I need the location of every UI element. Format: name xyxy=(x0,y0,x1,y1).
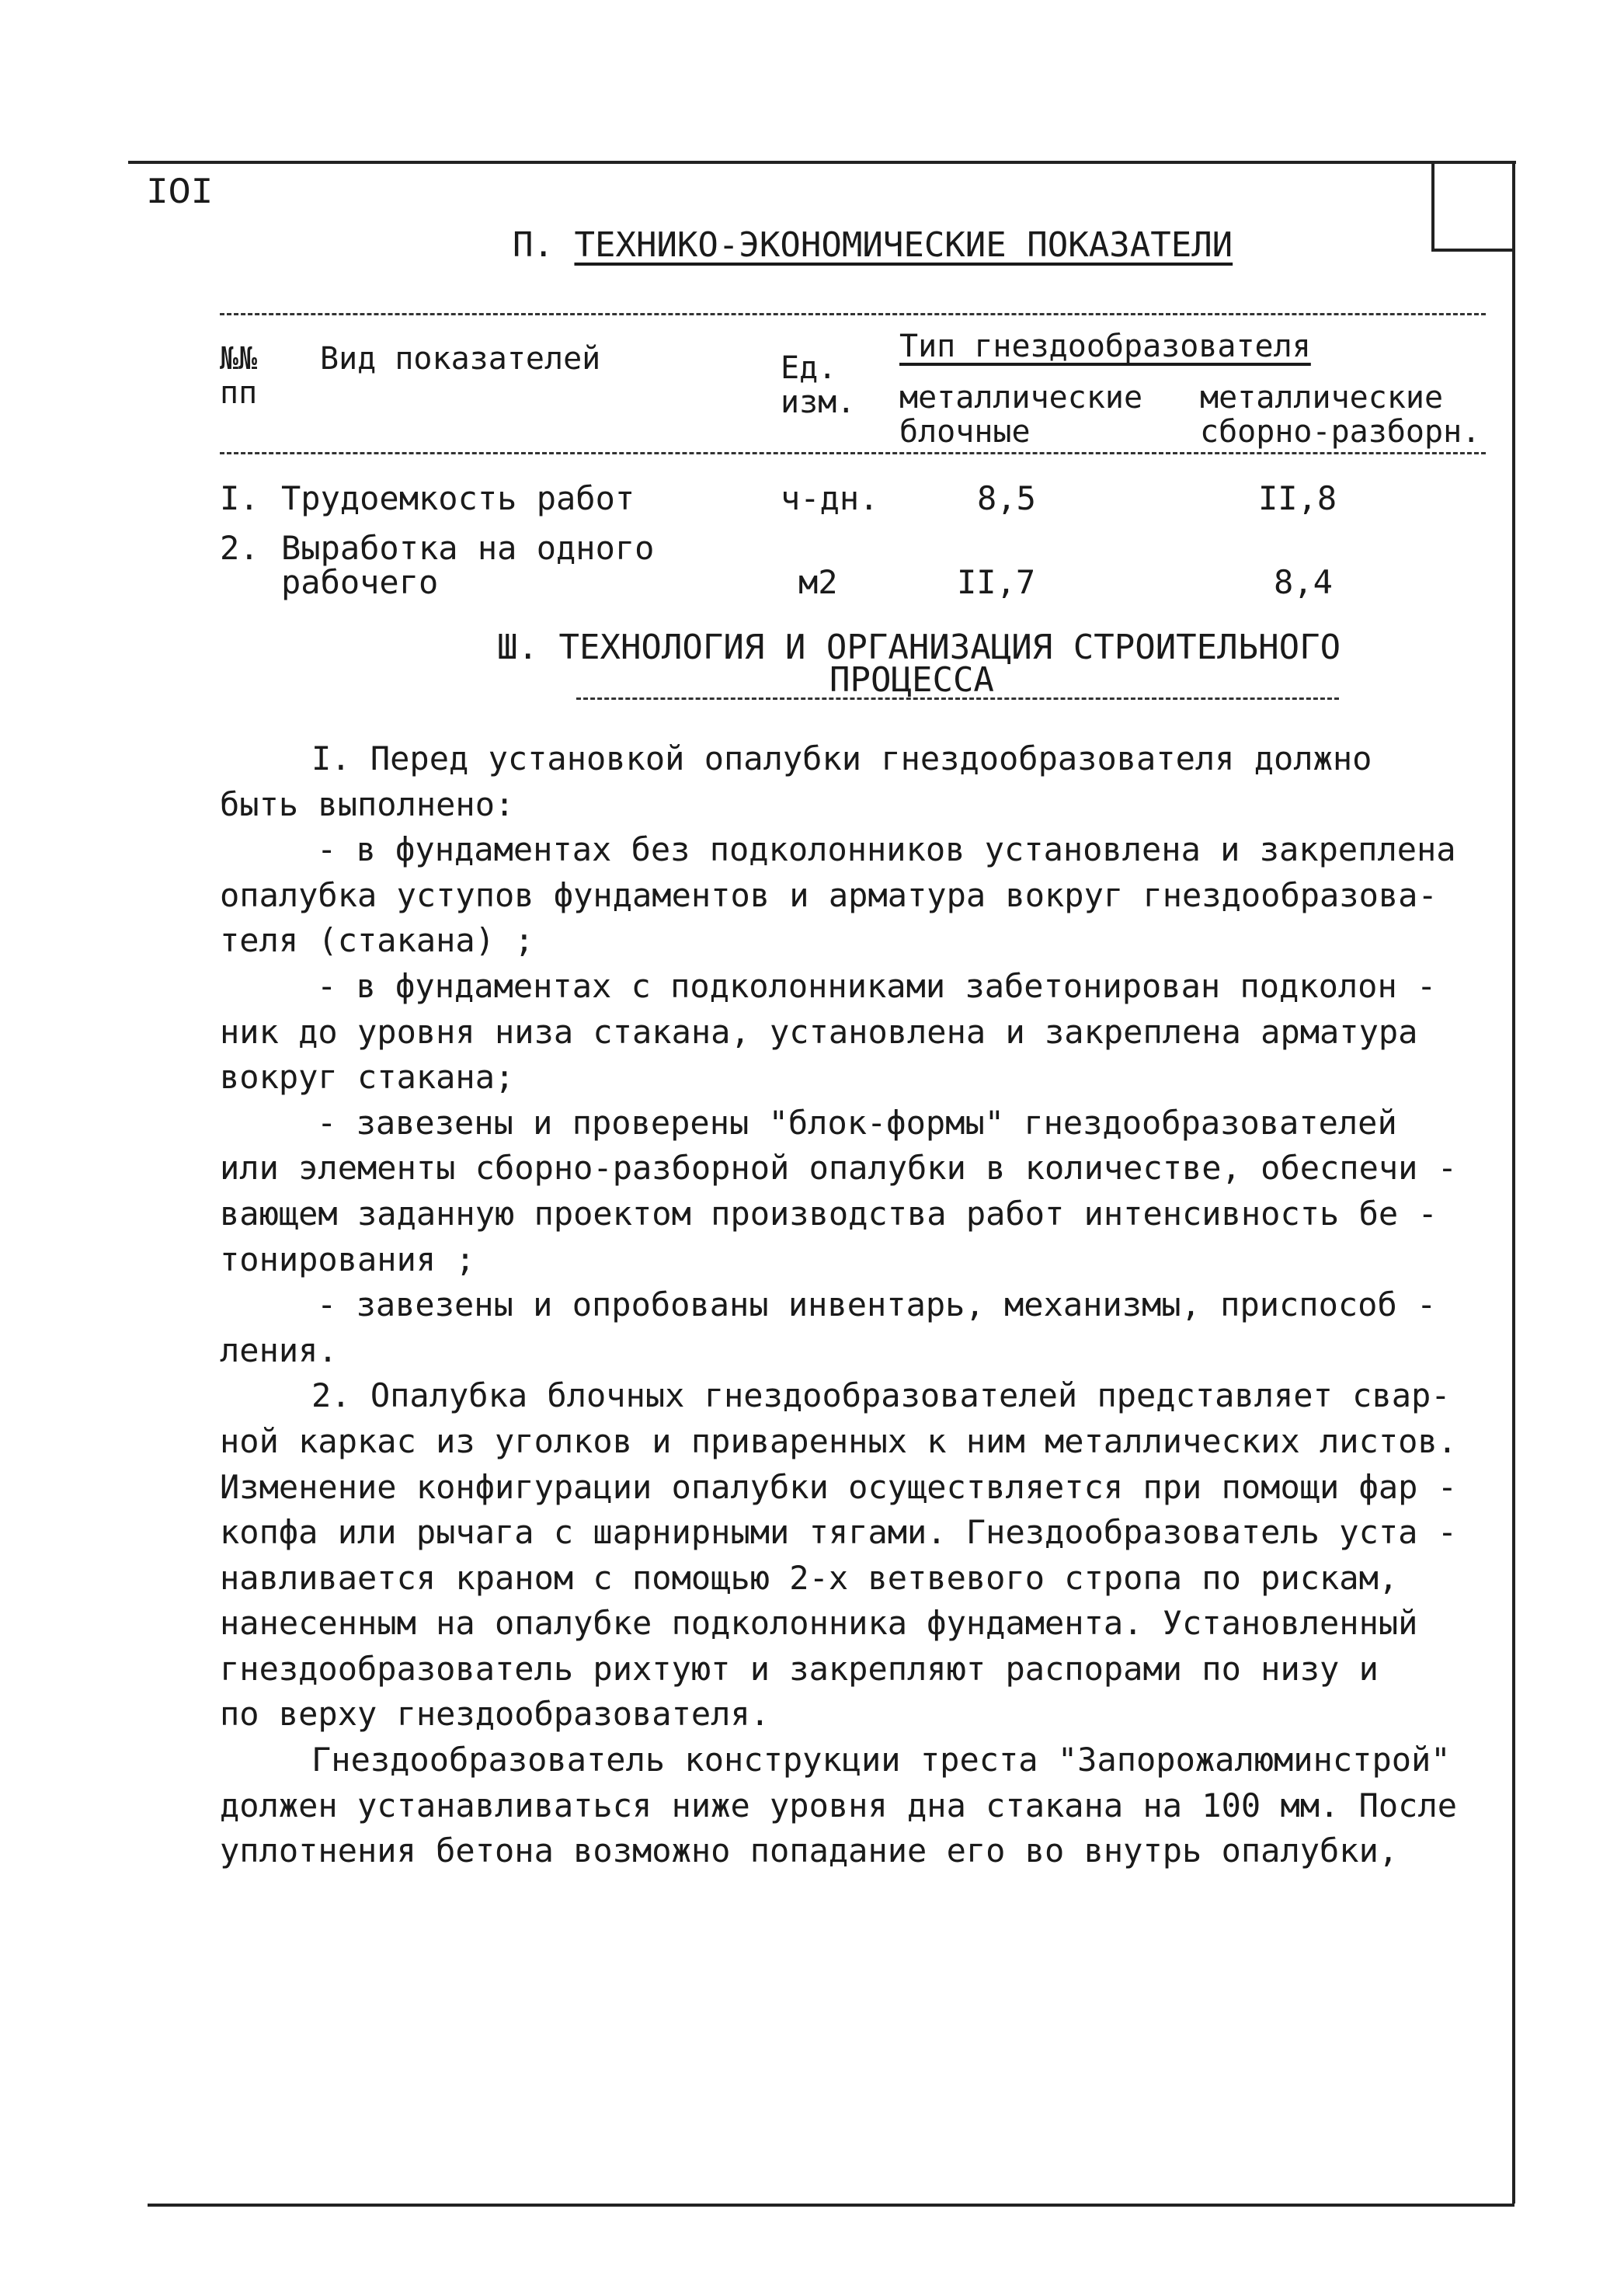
row-1-value-1: 8,5 xyxy=(977,479,1036,517)
row-1-unit: ч-дн. xyxy=(781,479,879,517)
row-2-unit: м2 xyxy=(798,563,838,601)
header-indicator: Вид показателей xyxy=(320,341,601,377)
body-line: ной каркас из уголков и приваренных к ним металлических листов. xyxy=(220,1421,1458,1460)
row-1-value-2: II,8 xyxy=(1258,479,1337,517)
body-line: ник до уровня низа стакана, установлена и закреплена арматура xyxy=(220,1012,1418,1051)
section-2-heading: ТЕХНИКО-ЭКОНОМИЧЕСКИЕ ПОКАЗАТЕЛИ xyxy=(574,225,1233,265)
body-line: по верху гнездообразователя. xyxy=(220,1695,770,1734)
row-1-name: Трудоемкость работ xyxy=(281,479,635,517)
table-header-rule xyxy=(220,452,1486,454)
header-col1: металлические блочные xyxy=(899,380,1143,450)
body-line: или элементы сборно-разборной опалубки в количестве, обеспечи - xyxy=(220,1149,1458,1188)
body-text xyxy=(220,736,1494,1874)
body-line: Изменение конфигурации опалубки осуществляется при помощи фар - xyxy=(220,1467,1458,1506)
body-line: навливается краном с помощью 2-х ветвевого стропа по рискам, xyxy=(220,1558,1399,1597)
body-line: ления. xyxy=(220,1331,338,1369)
row-1-num: I. xyxy=(220,479,259,517)
page-frame-right xyxy=(1512,161,1515,2204)
body-line: быть выполнено: xyxy=(220,784,515,823)
body-line: вающем заданную проектом производства работ интенсивность бе - xyxy=(220,1194,1438,1233)
row-2-value-2: 8,4 xyxy=(1274,563,1333,601)
table-top-rule xyxy=(220,313,1486,315)
body-line: уплотнения бетона возможно попадание его во внутрь опалубки, xyxy=(220,1831,1399,1870)
body-line: - в фундаментах без подколонников установлена и закреплена xyxy=(317,830,1456,869)
section-2-number: П. xyxy=(513,225,554,265)
header-num: №№ пп xyxy=(220,341,258,411)
row-2-name: Выработка на одного рабочего xyxy=(281,529,655,601)
body-line: тонирования ; xyxy=(220,1240,475,1278)
body-line: - в фундаментах с подколонниками забетонирован подколон - xyxy=(317,966,1437,1005)
body-line: копфа или рычага с шарнирными тягами. Гнездообразователь уста - xyxy=(220,1513,1458,1552)
page-frame-top xyxy=(128,161,1516,164)
section-2-title xyxy=(513,225,1233,265)
header-col2: металлические сборно-разборн. xyxy=(1200,380,1481,450)
body-line: вокруг стакана; xyxy=(220,1058,515,1097)
header-unit: Ед. изм. xyxy=(781,350,856,420)
page-number: IOI xyxy=(146,172,214,214)
body-line: гнездообразователь рихтуют и закрепляют распорами по низу и xyxy=(220,1649,1379,1688)
stamp-box xyxy=(1431,163,1512,252)
page-frame-bottom xyxy=(148,2204,1514,2207)
header-group: Тип гнездообразователя xyxy=(899,329,1311,364)
body-line: I. Перед установкой опалубки гнездообразователя должно xyxy=(311,739,1372,777)
body-line: Гнездообразователь конструкции треста "Запорожалюминстрой" xyxy=(311,1741,1451,1779)
body-line: - завезены и опробованы инвентарь, механизмы, приспособ - xyxy=(317,1285,1437,1324)
body-line: нанесенным на опалубке подколонника фундамента. Установленный xyxy=(220,1604,1418,1643)
section-3-underline xyxy=(576,697,1339,700)
row-2-num: 2. xyxy=(220,529,259,567)
body-line: должен устанавливаться ниже уровня дна стакана на 100 мм. После xyxy=(220,1786,1458,1825)
row-2-value-1: II,7 xyxy=(957,563,1036,601)
body-line: теля (стакана) ; xyxy=(220,921,534,960)
body-line: 2. Опалубка блочных гнездообразователей представляет свар- xyxy=(311,1376,1451,1415)
body-line: - завезены и проверены "блок-формы" гнездообразователей xyxy=(317,1103,1397,1142)
section-3-title: Ш. ТЕХНОЛОГИЯ И ОРГАНИЗАЦИЯ СТРОИТЕЛЬНОГО xyxy=(497,628,1341,667)
body-line: опалубка уступов фундаментов и арматура вокруг гнездообразова- xyxy=(220,875,1438,914)
section-3-title-cont: ПРОЦЕССА xyxy=(829,660,994,700)
